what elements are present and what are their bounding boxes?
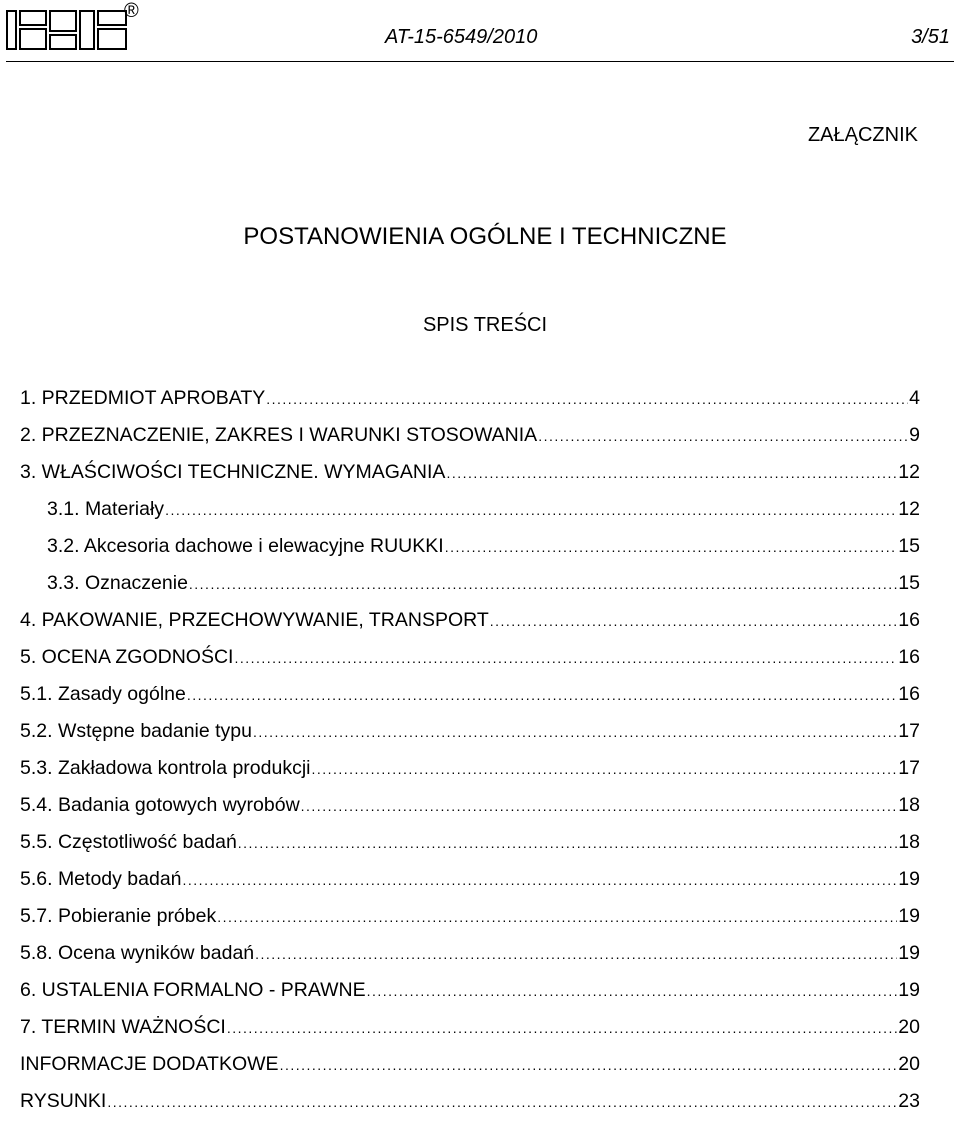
toc-entry[interactable] (20, 824, 920, 861)
toc-entry-label: 3.3. Oznaczenie (47, 572, 188, 594)
toc-entry-page: 4 (909, 387, 920, 409)
toc-entry-page: 18 (898, 831, 920, 853)
page-number: 3/51 (911, 26, 950, 48)
toc-entry-label: 5. OCENA ZGODNOŚCI (20, 646, 234, 668)
toc-leader-dots (227, 1010, 897, 1047)
toc-leader-dots (301, 788, 898, 825)
toc-entry-page: 19 (898, 942, 920, 964)
toc-entry-page: 23 (898, 1090, 920, 1112)
toc-entry-label: 3.1. Materiały (47, 498, 165, 520)
toc-entry-page: 19 (898, 868, 920, 890)
toc-leader-dots (255, 936, 897, 973)
toc-entry-page: 17 (898, 757, 920, 779)
toc-entry-label: 5.5. Częstotliwość badań (20, 831, 237, 853)
registered-mark: ® (124, 0, 139, 22)
toc-entry[interactable] (20, 676, 920, 713)
toc-entry-page: 17 (898, 720, 920, 742)
toc-entry[interactable] (20, 565, 920, 602)
toc-entry-label: RYSUNKI (20, 1090, 107, 1112)
toc-entry[interactable] (20, 713, 920, 750)
toc-leader-dots (165, 492, 897, 529)
toc-entry[interactable] (20, 602, 920, 639)
toc-entry-label: 4. PAKOWANIE, PRZECHOWYWANIE, TRANSPORT (20, 609, 489, 631)
toc-leader-dots (253, 714, 897, 751)
toc-entry-label: 5.2. Wstępne badanie typu (20, 720, 252, 742)
toc-leader-dots (183, 862, 898, 899)
toc-entry[interactable] (20, 972, 920, 1009)
toc-entry-page: 15 (898, 572, 920, 594)
annex-label: ZAŁĄCZNIK (807, 124, 918, 146)
toc-entry-label: 5.1. Zasady ogólne (20, 683, 186, 705)
toc-entry-label: INFORMACJE DODATKOWE (20, 1053, 279, 1075)
toc-leader-dots (266, 381, 908, 418)
toc-entry-label: 3.2. Akcesoria dachowe i elewacyjne RUUKKI (47, 535, 444, 557)
toc-title: SPIS TREŚCI (422, 314, 548, 336)
toc-entry[interactable] (20, 787, 920, 824)
toc-entry-label: 5.3. Zakładowa kontrola produkcji (20, 757, 311, 779)
toc-entry-page: 12 (898, 498, 920, 520)
table-of-contents (20, 380, 920, 1120)
toc-leader-dots (446, 455, 897, 492)
toc-entry-label: 5.6. Metody badań (20, 868, 182, 890)
toc-entry-label: 5.4. Badania gotowych wyrobów (20, 794, 300, 816)
toc-leader-dots (490, 603, 898, 640)
toc-entry-label: 7. TERMIN WAŻNOŚCI (20, 1016, 226, 1038)
main-title: POSTANOWIENIA OGÓLNE I TECHNICZNE (243, 223, 727, 250)
toc-entry[interactable] (20, 528, 920, 565)
toc-entry-page: 19 (898, 979, 920, 1001)
toc-entry[interactable] (20, 639, 920, 676)
toc-entry-page: 16 (898, 609, 920, 631)
toc-leader-dots (280, 1047, 898, 1084)
toc-entry[interactable] (20, 1083, 920, 1120)
toc-entry-label: 2. PRZEZNACZENIE, ZAKRES I WARUNKI STOSOWANIA (20, 424, 538, 446)
toc-entry-page: 16 (898, 646, 920, 668)
toc-leader-dots (367, 973, 898, 1010)
toc-entry-label: 5.8. Ocena wyników badań (20, 942, 255, 964)
toc-entry[interactable] (20, 1046, 920, 1083)
toc-entry[interactable] (20, 861, 920, 898)
toc-leader-dots (445, 529, 898, 566)
toc-leader-dots (312, 751, 898, 788)
toc-entry[interactable] (20, 491, 920, 528)
toc-entry-page: 18 (898, 794, 920, 816)
toc-entry-page: 9 (909, 424, 920, 446)
toc-entry[interactable] (20, 417, 920, 454)
toc-entry[interactable] (20, 750, 920, 787)
toc-leader-dots (538, 418, 908, 455)
toc-entry-label: 5.7. Pobieranie próbek (20, 905, 217, 927)
toc-entry-label: 1. PRZEDMIOT APROBATY (20, 387, 266, 409)
toc-leader-dots (189, 566, 897, 603)
toc-entry[interactable] (20, 380, 920, 417)
toc-entry-label: 6. USTALENIA FORMALNO - PRAWNE (20, 979, 366, 1001)
toc-leader-dots (187, 677, 897, 714)
toc-leader-dots (234, 640, 897, 677)
toc-entry[interactable] (20, 1009, 920, 1046)
toc-entry-label: 3. WŁAŚCIWOŚCI TECHNICZNE. WYMAGANIA (20, 461, 446, 483)
toc-entry-page: 15 (898, 535, 920, 557)
toc-entry-page: 20 (898, 1016, 920, 1038)
header-rule (6, 61, 954, 62)
toc-entry-page: 16 (898, 683, 920, 705)
toc-leader-dots (238, 825, 898, 862)
toc-entry-page: 19 (898, 905, 920, 927)
toc-leader-dots (217, 899, 897, 936)
toc-entry-page: 12 (898, 461, 920, 483)
toc-leader-dots (107, 1084, 897, 1121)
toc-entry[interactable] (20, 454, 920, 491)
toc-entry[interactable] (20, 898, 920, 935)
document-number: AT-15-6549/2010 (385, 26, 538, 48)
itb-logo-icon (6, 10, 128, 50)
toc-entry-page: 20 (898, 1053, 920, 1075)
toc-entry[interactable] (20, 935, 920, 972)
